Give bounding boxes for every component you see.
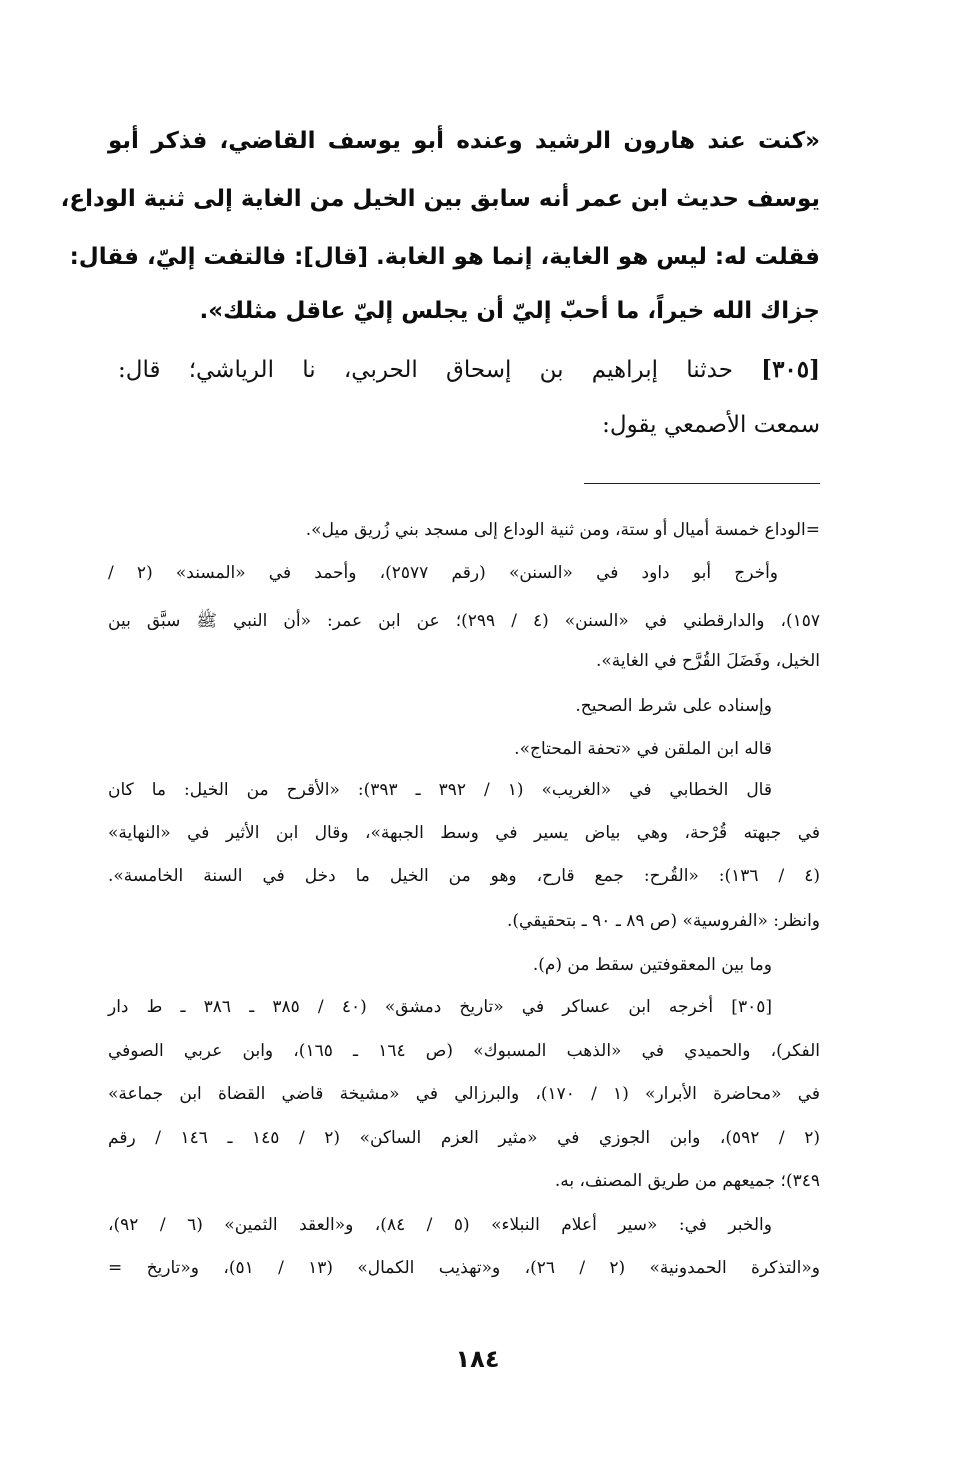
footnote-line: وما بين المعقوفتين سقط من (م). — [532, 955, 772, 975]
main-text-line: جزاك الله خيراً، ما أحبّ إليّ أن يجلس إليّ عاقل مثلك». — [199, 298, 820, 324]
footnote-line: =الوداع خمسة أميال أو ستة، ومن ثنية الوداع إلى مسجد بني زُريق ميل». — [305, 520, 820, 540]
page-number: ١٨٤ — [455, 1345, 500, 1373]
main-text-line: «كنت عند هارون الرشيد وعنده أبو يوسف القاضي، فذكر أبو — [108, 128, 820, 154]
footnote-line: وانظر: «الفروسية» (ص ٨٩ ـ ٩٠ ـ بتحقيقي). — [507, 911, 820, 931]
main-text-line: فقلت له: ليس هو الغاية، إنما هو الغابة. [قال]: فالتفت إليّ، فقال: — [69, 244, 820, 270]
footnote-line: ٣٤٩)؛ جميعهم من طريق المصنف، به. — [554, 1171, 820, 1191]
footnote-divider — [584, 483, 820, 484]
footnote-line: وأخرج أبو داود في «السنن» (رقم ٢٥٧٧)، وأحمد في «المسند» (٢ / — [108, 563, 779, 583]
paragraph-305-line: سمعت الأصمعي يقول: — [602, 412, 820, 438]
footnote-line: ١٥٧)، والدارقطني في «السنن» (٤ / ٢٩٩)؛ عن ابن عمر: «أن النبي ﷺ سبَّق بين — [108, 611, 820, 631]
footnote-line: و«التذكرة الحمدونية» (٢ / ٢٦)، و«تهذيب الكمال» (١٣ / ٥١)، و«تاريخ = — [108, 1258, 820, 1278]
footnote-line: في جبهته قُرْحة، وهي بياض يسير في وسط الجبهة»، وقال ابن الأثير في «النهاية» — [108, 823, 820, 843]
footnote-line: قاله ابن الملقن في «تحفة المحتاج». — [514, 739, 772, 759]
footnote-line: الفكر)، والحميدي في «الذهب المسبوك» (ص ١٦٤ ـ ١٦٥)، وابن عربي الصوفي — [108, 1041, 820, 1061]
footnote-line: في «محاضرة الأبرار» (١ / ١٧٠)، والبرزالي في «مشيخة قاضي القضاة ابن جماعة» — [108, 1084, 820, 1104]
footnote-line: [٣٠٥] أخرجه ابن عساكر في «تاريخ دمشق» (٤٠ / ٣٨٥ ـ ٣٨٦ ـ ط دار — [108, 997, 772, 1017]
paragraph-number: [٣٠٥] — [761, 356, 821, 383]
footnote-line: وإسناده على شرط الصحيح. — [575, 696, 772, 716]
footnote-line: الخيل، وفَضَلَ القُرَّح في الغاية». — [595, 651, 820, 671]
paragraph-305-line — [118, 356, 820, 383]
footnote-line: قال الخطابي في «الغريب» (١ / ٣٩٢ ـ ٣٩٣): «الأقرح من الخيل: ما كان — [108, 780, 772, 800]
footnote-line: (٢ / ٥٩٢)، وابن الجوزي في «مثير العزم الساكن» (٢ / ١٤٥ ـ ١٤٦ / رقم — [108, 1128, 820, 1148]
footnote-line: والخبر في: «سير أعلام النبلاء» (٥ / ٨٤)، و«العقد الثمين» (٦ / ٩٢)، — [108, 1215, 772, 1235]
main-text-line: يوسف حديث ابن عمر أنه سابق بين الخيل من الغاية إلى ثنية الوداع، — [60, 186, 820, 212]
footnote-line: (٤ / ١٣٦): «القُرح: جمع قارح، وهو من الخيل ما دخل في السنة الخامسة». — [108, 866, 820, 886]
paragraph-text: حدثنا إبراهيم بن إسحاق الحربي، نا الرياشي؛ قال: — [118, 357, 733, 383]
